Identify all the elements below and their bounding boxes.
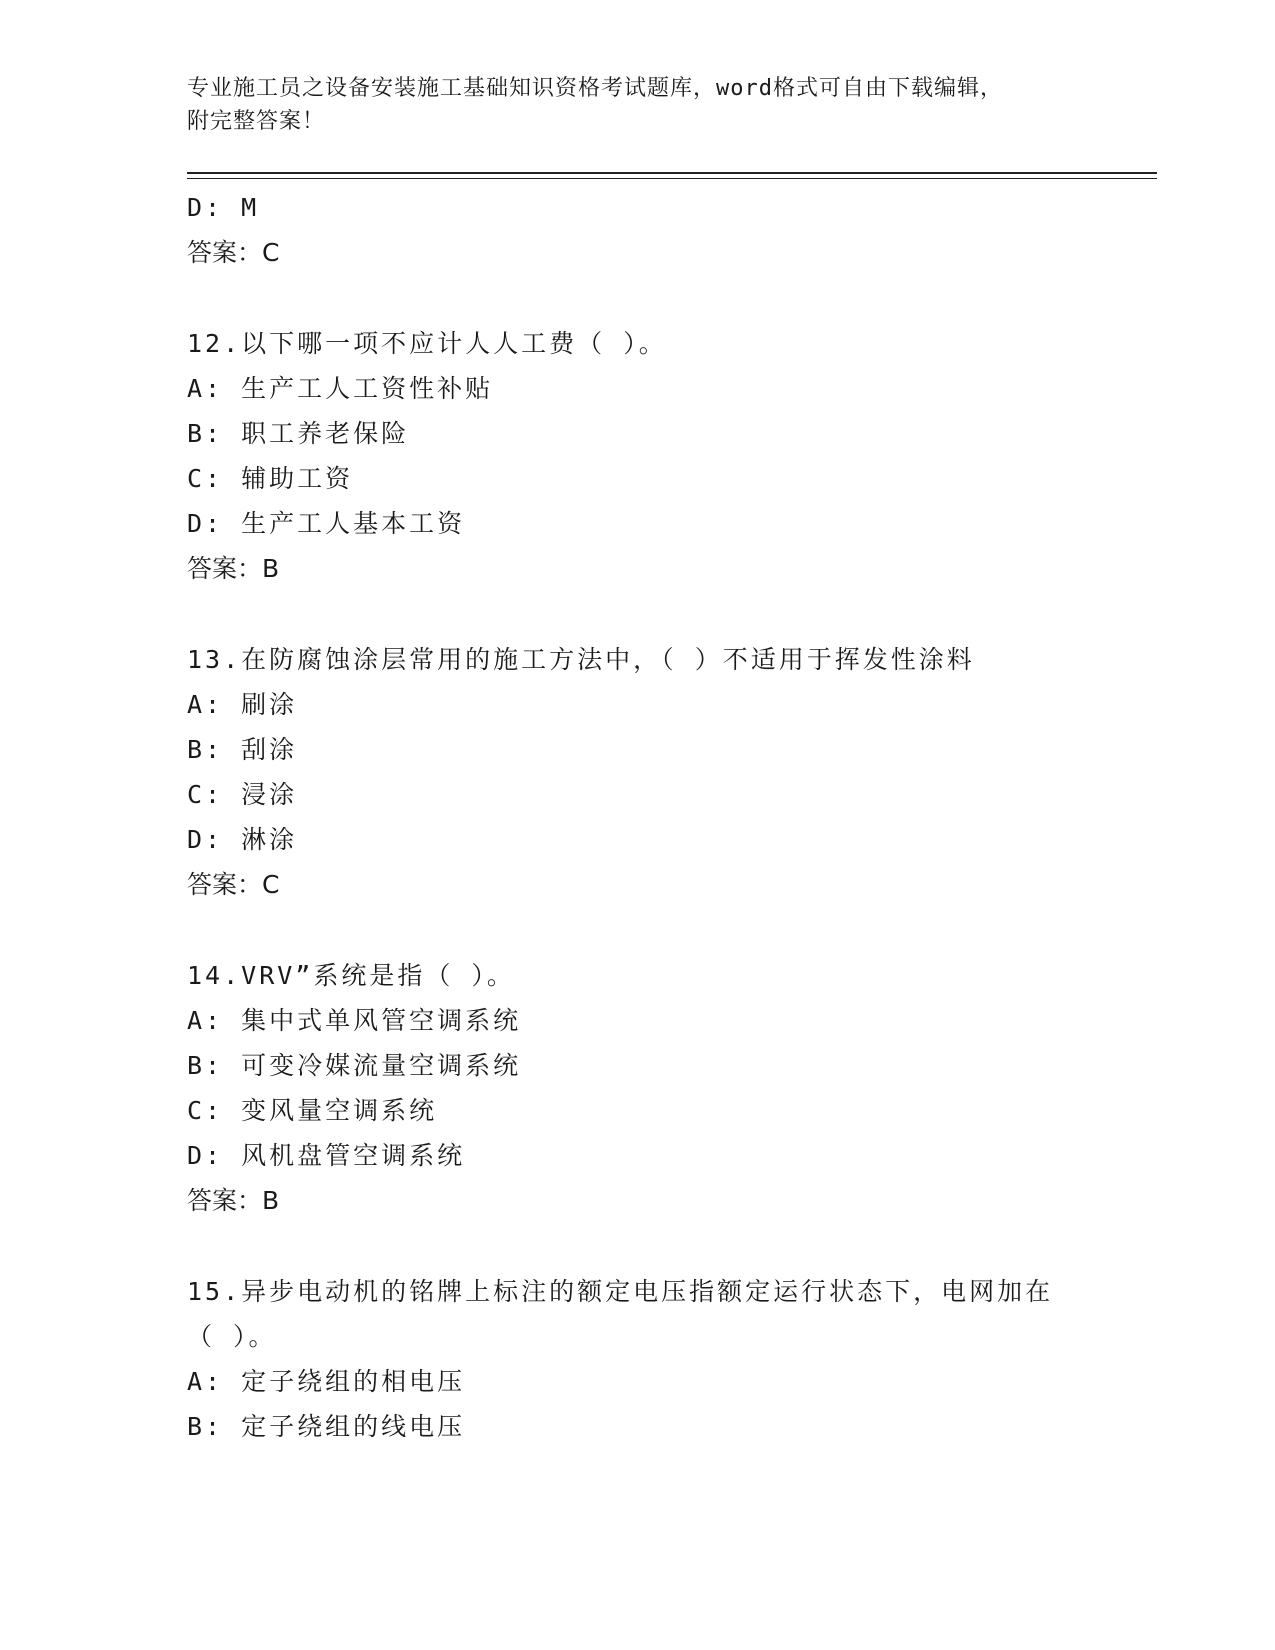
question-15-text-line-1: 15.异步电动机的铭牌上标注的额定电压指额定运行状态下，电网加在	[187, 1277, 1054, 1306]
question-11-answer: 答案：C	[187, 238, 280, 267]
question-14	[187, 953, 1157, 1223]
question-13-option-a: A: 刷涂	[187, 690, 298, 719]
question-14-option-c: C: 变风量空调系统	[187, 1096, 438, 1125]
question-14-option-d: D: 风机盘管空调系统	[187, 1141, 466, 1170]
spacer	[187, 591, 1157, 637]
question-13-answer: 答案：C	[187, 870, 280, 899]
question-13-option-c: C: 浸涂	[187, 780, 298, 809]
question-12-text: 12.以下哪一项不应计人人工费（ ）。	[187, 329, 667, 358]
document-header	[187, 72, 1157, 138]
question-12-option-b: B: 职工养老保险	[187, 419, 410, 448]
question-12-option-d: D: 生产工人基本工资	[187, 509, 466, 538]
spacer	[187, 275, 1157, 321]
question-11-option-d: D: M	[187, 193, 260, 222]
spacer	[187, 907, 1157, 953]
question-15	[187, 1269, 1157, 1449]
question-15-text-line-2: （ ）。	[187, 1322, 277, 1351]
question-15-option-b: B: 定子绕组的线电压	[187, 1412, 466, 1441]
question-13-option-d: D: 淋涂	[187, 825, 298, 854]
header-line-1: 专业施工员之设备安装施工基础知识资格考试题库，word格式可自由下载编辑，	[187, 76, 1003, 101]
question-12	[187, 321, 1157, 591]
header-line-2: 附完整答案！	[187, 109, 326, 134]
question-12-option-c: C: 辅助工资	[187, 464, 354, 493]
question-15-option-a: A: 定子绕组的相电压	[187, 1367, 466, 1396]
question-13-text: 13.在防腐蚀涂层常用的施工方法中，（ ）不适用于挥发性涂料	[187, 645, 975, 674]
question-14-option-a: A: 集中式单风管空调系统	[187, 1006, 522, 1035]
question-14-text: 14.VRV”系统是指（ ）。	[187, 961, 515, 990]
question-12-answer: 答案：B	[187, 554, 280, 583]
question-12-option-a: A: 生产工人工资性补贴	[187, 374, 494, 403]
header-divider	[187, 172, 1157, 179]
question-14-answer: 答案：B	[187, 1186, 280, 1215]
question-11-tail	[187, 185, 1157, 275]
spacer	[187, 1223, 1157, 1269]
question-13	[187, 637, 1157, 907]
question-13-option-b: B: 刮涂	[187, 735, 298, 764]
document-page	[187, 72, 1157, 1449]
question-14-option-b: B: 可变冷媒流量空调系统	[187, 1051, 522, 1080]
